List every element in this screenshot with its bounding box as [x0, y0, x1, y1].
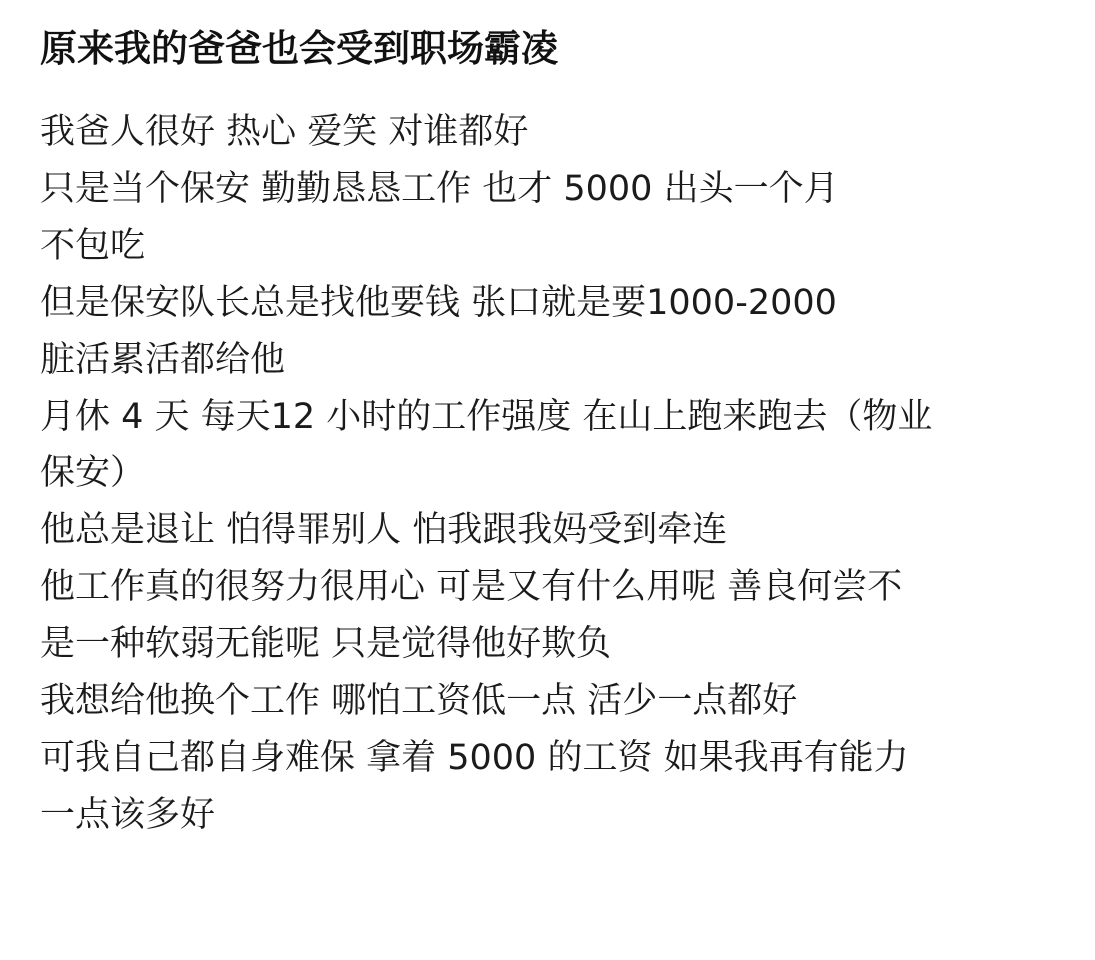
post-line: 是一种软弱无能呢 只是觉得他好欺负	[40, 624, 612, 665]
post-line: 不包吃	[40, 225, 146, 266]
post-line: 只是当个保安 勤勤恳恳工作 也才 5000 出头一个月	[40, 168, 839, 209]
post-body	[40, 104, 1080, 844]
post-line: 保安）	[40, 453, 146, 494]
post-title: 原来我的爸爸也会受到职场霸凌	[40, 27, 558, 70]
post-line: 我想给他换个工作 哪怕工资低一点 活少一点都好	[40, 681, 798, 722]
post-line: 一点该多好	[40, 794, 216, 835]
post-line: 他工作真的很努力很用心 可是又有什么用呢 善良何尝不	[40, 567, 903, 608]
post-line: 他总是退让 怕得罪别人 怕我跟我妈受到牵连	[40, 510, 728, 551]
post-line: 但是保安队长总是找他要钱 张口就是要1000-2000	[40, 282, 837, 323]
post-line: 可我自己都自身难保 拿着 5000 的工资 如果我再有能力	[40, 737, 909, 778]
post-line: 脏活累活都给他	[40, 339, 286, 380]
post-line: 我爸人很好 热心 爱笑 对谁都好	[40, 112, 529, 152]
post-line: 月休 4 天 每天12 小时的工作强度 在山上跑来跑去（物业	[40, 396, 933, 437]
